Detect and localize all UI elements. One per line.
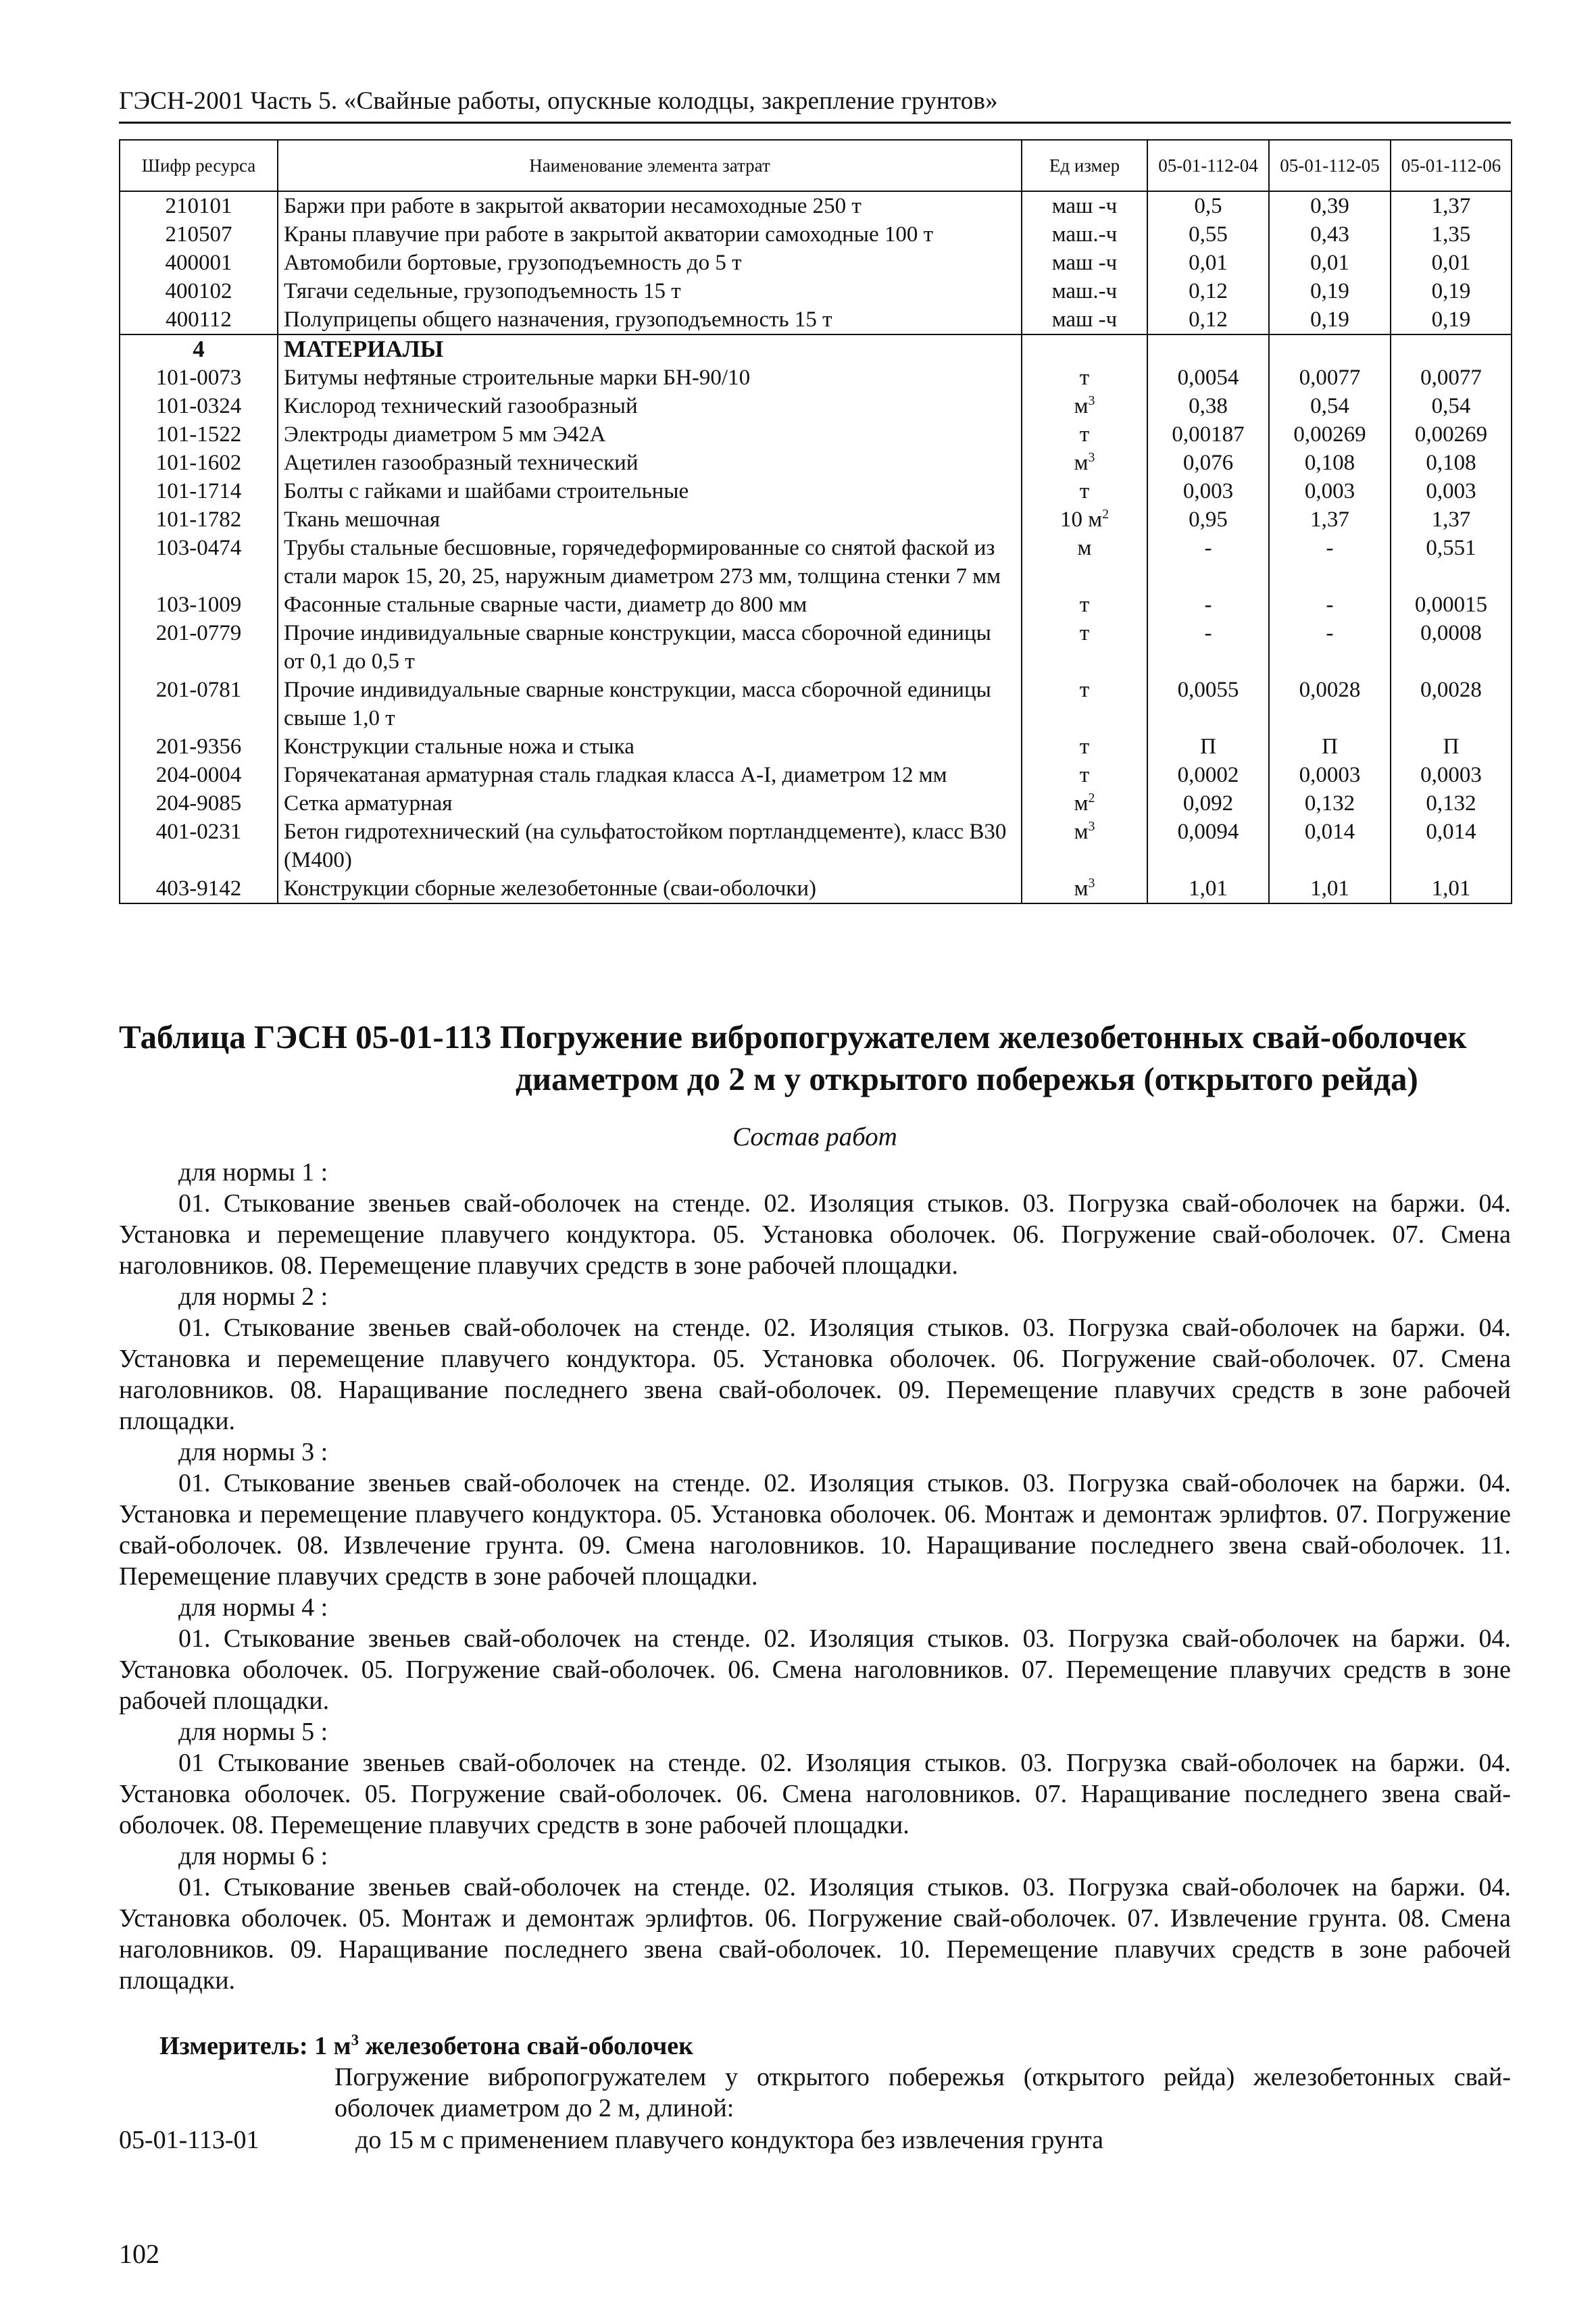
table-row <box>120 220 1512 249</box>
measure-value-sup: 3 <box>351 2031 359 2049</box>
measure-description: Погружение вибропогружателем у открытого побережья (открытого рейда) железобетонных свай-оболочек диаметром до 2 м, длиной: <box>334 2063 1511 2122</box>
resource-code: 103-0474 <box>120 534 278 591</box>
norm-1-value: 0,0002 <box>1147 761 1269 789</box>
norm-2-value: 0,19 <box>1269 305 1391 334</box>
unit-text: м <box>1074 876 1089 901</box>
unit-exponent: 3 <box>1088 819 1095 834</box>
norm-code: 05-01-113-01 <box>119 2126 259 2154</box>
resource-unit: маш -ч <box>1022 191 1147 220</box>
norm-2-value: 0,54 <box>1269 392 1391 420</box>
resource-code: 204-0004 <box>120 761 278 789</box>
resource-name: Прочие индивидуальные сварные конструкции, масса сборочной единицы от 0,1 до 0,5 т <box>278 619 1022 676</box>
resource-code: 201-9356 <box>120 732 278 761</box>
resource-name: Конструкции сборные железобетонные (сваи-оболочки) <box>278 874 1022 903</box>
norm-1-value: - <box>1147 534 1269 591</box>
unit-exponent: 2 <box>1088 791 1095 805</box>
norm-1-value: 0,38 <box>1147 392 1269 420</box>
table-header-row <box>120 140 1512 191</box>
unit-text: т <box>1079 479 1090 503</box>
resource-unit: маш.-ч <box>1022 277 1147 305</box>
table-row <box>120 277 1512 305</box>
materials-rows <box>120 364 1512 903</box>
table-row <box>120 732 1512 761</box>
resource-name: Ткань мешочная <box>278 505 1022 534</box>
resource-unit <box>1022 591 1147 619</box>
norm-3-value: 0,00269 <box>1391 420 1512 449</box>
norm-2-value: 0,0003 <box>1269 761 1391 789</box>
table-title-line-1: Таблица ГЭСН 05-01-113 Погружение вибропогружателем железобетонных свай-оболочек <box>119 1018 1467 1055</box>
work-description: 01. Стыкование звеньев свай-оболочек на стенде. 02. Изоляция стыков. 03. Погрузка свай-оболочек на баржи. 04. Установка и перемещение плавучего кондуктора. 05. Установка оболочек. 06. Монтаж и демонтаж эрлифтов. 07. Погружение свай-оболочек. 08. Извлечение грунта. 09. Смена наголовников. 10. Наращивание последнего звена свай-оболочек. 11. Перемещение плавучих средств в зоне рабочей площадки. <box>119 1469 1511 1591</box>
resource-name: Битумы нефтяные строительные марки БН-90/10 <box>278 364 1022 392</box>
unit-exponent: 3 <box>1088 876 1095 891</box>
norm-2-value: 1,01 <box>1269 874 1391 903</box>
table-row <box>120 249 1512 277</box>
work-norm-label: для нормы 3 : <box>178 1438 328 1466</box>
work-norm-label: для нормы 1 : <box>178 1158 328 1187</box>
table-row <box>120 591 1512 619</box>
norm-1-value: 0,0094 <box>1147 818 1269 874</box>
col-header-norm-3: 05-01-112-06 <box>1391 140 1512 191</box>
table-row <box>120 420 1512 449</box>
resource-code: 403-9142 <box>120 874 278 903</box>
norm-3-value: 1,37 <box>1391 505 1512 534</box>
resource-code: 103-1009 <box>120 591 278 619</box>
table-row <box>120 449 1512 477</box>
empty-cell <box>1147 334 1269 364</box>
resource-name: Полуприцепы общего назначения, грузоподъемность 15 т <box>278 305 1022 334</box>
resource-name: Конструкции стальные ножа и стыка <box>278 732 1022 761</box>
unit-text: м <box>1077 536 1092 560</box>
norm-2-value: - <box>1269 591 1391 619</box>
page-number: 102 <box>119 2239 159 2269</box>
norm-3-value: П <box>1391 732 1512 761</box>
work-norm-label: для нормы 2 : <box>178 1283 328 1311</box>
table-row <box>120 392 1512 420</box>
measure-line <box>119 2031 1511 2062</box>
work-description: 01. Стыкование звеньев свай-оболочек на стенде. 02. Изоляция стыков. 03. Погрузка свай-оболочек на баржи. 04. Установка и перемещение плавучего кондуктора. 05. Установка оболочек. 06. Погружение свай-оболочек. 07. Смена наголовников. 08. Перемещение плавучих средств в зоне рабочей площадки. <box>119 1189 1511 1280</box>
resource-name: Баржи при работе в закрытой акватории несамоходные 250 т <box>278 191 1022 220</box>
resource-name: Ацетилен газообразный технический <box>278 449 1022 477</box>
norm-2-value: - <box>1269 619 1391 676</box>
norm-3-value: 0,0003 <box>1391 761 1512 789</box>
norm-3-value: 1,35 <box>1391 220 1512 249</box>
resource-unit <box>1022 364 1147 392</box>
resource-code: 201-0779 <box>120 619 278 676</box>
resource-unit: маш -ч <box>1022 305 1147 334</box>
norm-1-value: 0,0055 <box>1147 676 1269 732</box>
norm-1-value: 0,95 <box>1147 505 1269 534</box>
works-list <box>119 1157 1511 1996</box>
norm-1-value: 0,00187 <box>1147 420 1269 449</box>
table-row <box>120 874 1512 903</box>
resource-code: 400001 <box>120 249 278 277</box>
resource-name: Прочие индивидуальные сварные конструкции, масса сборочной единицы свыше 1,0 т <box>278 676 1022 732</box>
resource-unit: маш -ч <box>1022 249 1147 277</box>
resource-unit <box>1022 676 1147 732</box>
norm-1-value: 0,12 <box>1147 277 1269 305</box>
norm-3-value: 0,19 <box>1391 277 1512 305</box>
resource-unit <box>1022 505 1147 534</box>
table-row <box>120 477 1512 505</box>
unit-text: т <box>1079 735 1090 759</box>
col-header-norm-2: 05-01-112-05 <box>1269 140 1391 191</box>
section-label: МАТЕРИАЛЫ <box>278 334 1022 364</box>
table-row <box>120 191 1512 220</box>
table-title-line-2: диаметром до 2 м у открытого побережья (открытого рейда) <box>516 1060 1418 1097</box>
table-row <box>120 761 1512 789</box>
unit-text: т <box>1079 593 1090 617</box>
resource-name: Кислород технический газообразный <box>278 392 1022 420</box>
norm-1-value: - <box>1147 619 1269 676</box>
resource-code: 101-1714 <box>120 477 278 505</box>
table-row <box>120 818 1512 874</box>
work-description: 01. Стыкование звеньев свай-оболочек на стенде. 02. Изоляция стыков. 03. Погрузка свай-оболочек на баржи. 04. Установка оболочек. 05. Погружение свай-оболочек. 06. Смена наголовников. 07. Перемещение плавучих средств в зоне рабочей площадки. <box>119 1624 1511 1715</box>
works-heading: Состав работ <box>732 1122 897 1151</box>
norm-3-value: 1,37 <box>1391 191 1512 220</box>
norm-1-value: 1,01 <box>1147 874 1269 903</box>
norm-3-value: 0,003 <box>1391 477 1512 505</box>
section-code: 4 <box>120 334 278 364</box>
col-header-code: Шифр ресурса <box>120 140 278 191</box>
resource-table <box>119 139 1512 904</box>
resource-name: Автомобили бортовые, грузоподъемность до 5 т <box>278 249 1022 277</box>
resource-unit <box>1022 874 1147 903</box>
resource-code: 400112 <box>120 305 278 334</box>
norm-1-value: 0,092 <box>1147 789 1269 818</box>
norm-3-value: 1,01 <box>1391 874 1512 903</box>
unit-exponent: 3 <box>1088 393 1095 408</box>
resource-unit <box>1022 449 1147 477</box>
unit-text: т <box>1079 422 1090 447</box>
norm-3-value: 0,0077 <box>1391 364 1512 392</box>
resource-code: 101-0073 <box>120 364 278 392</box>
norm-3-value: 0,132 <box>1391 789 1512 818</box>
norm-1-value: П <box>1147 732 1269 761</box>
resource-unit <box>1022 477 1147 505</box>
norm-text: до 15 м с применением плавучего кондуктора без извлечения грунта <box>355 2126 1104 2154</box>
measure-value <box>314 2032 693 2060</box>
work-norm-label: для нормы 5 : <box>178 1718 328 1746</box>
resource-unit <box>1022 789 1147 818</box>
work-description: 01 Стыкование звеньев свай-оболочек на стенде. 02. Изоляция стыков. 03. Погрузка свай-оболочек на баржи. 04. Установка оболочек. 05. Погружение свай-оболочек. 06. Смена наголовников. 07. Наращивание последнего звена свай-оболочек. 08. Перемещение плавучих средств в зоне рабочей площадки. <box>119 1749 1511 1839</box>
resource-name: Краны плавучие при работе в закрытой акватории самоходные 100 т <box>278 220 1022 249</box>
resource-unit <box>1022 392 1147 420</box>
unit-text: т <box>1079 678 1090 702</box>
norm-1-value: - <box>1147 591 1269 619</box>
resource-name: Тягачи седельные, грузоподъемность 15 т <box>278 277 1022 305</box>
resource-name: Бетон гидротехнический (на сульфатостойком портландцементе), класс В30 (М400) <box>278 818 1022 874</box>
norm-1-value: 0,003 <box>1147 477 1269 505</box>
empty-cell <box>1022 334 1147 364</box>
resource-name: Сетка арматурная <box>278 789 1022 818</box>
norm-1-value: 0,5 <box>1147 191 1269 220</box>
norm-3-value: 0,0028 <box>1391 676 1512 732</box>
unit-text: м <box>1074 394 1089 418</box>
norm-2-value: 0,43 <box>1269 220 1391 249</box>
norm-3-value: 0,01 <box>1391 249 1512 277</box>
materials-section <box>120 334 1512 364</box>
norm-2-value: - <box>1269 534 1391 591</box>
norm-3-value: 0,19 <box>1391 305 1512 334</box>
table-row <box>120 505 1512 534</box>
resource-name: Горячекатаная арматурная сталь гладкая класса А-I, диаметром 12 мм <box>278 761 1022 789</box>
resource-unit <box>1022 761 1147 789</box>
header-rule <box>119 122 1511 124</box>
table-row <box>120 305 1512 334</box>
measure-value-suffix: железобетона свай-оболочек <box>358 2032 694 2060</box>
unit-text: т <box>1079 763 1090 787</box>
resource-code: 101-1602 <box>120 449 278 477</box>
empty-cell <box>1391 334 1512 364</box>
unit-text: т <box>1079 621 1090 645</box>
norm-2-value: 0,39 <box>1269 191 1391 220</box>
unit-text: т <box>1079 366 1090 390</box>
norm-row <box>119 2124 1511 2156</box>
running-header: ГЭСН-2001 Часть 5. «Свайные работы, опускные колодцы, закрепление грунтов» <box>119 87 998 115</box>
norm-2-value: 0,014 <box>1269 818 1391 874</box>
table-row <box>120 534 1512 591</box>
unit-text: м <box>1074 820 1089 844</box>
col-header-unit: Ед измер <box>1022 140 1147 191</box>
resource-unit <box>1022 619 1147 676</box>
resource-unit <box>1022 420 1147 449</box>
resource-name: Фасонные стальные сварные части, диаметр до 800 мм <box>278 591 1022 619</box>
norm-3-value: 0,014 <box>1391 818 1512 874</box>
norm-2-value: П <box>1269 732 1391 761</box>
table-row <box>120 364 1512 392</box>
empty-cell <box>1269 334 1391 364</box>
machines-rows <box>120 191 1512 334</box>
norm-2-value: 0,19 <box>1269 277 1391 305</box>
resource-code: 204-9085 <box>120 789 278 818</box>
norm-3-value: 0,54 <box>1391 392 1512 420</box>
col-header-name: Наименование элемента затрат <box>278 140 1022 191</box>
resource-unit <box>1022 818 1147 874</box>
unit-text: 10 м <box>1059 507 1103 532</box>
resource-unit: маш.-ч <box>1022 220 1147 249</box>
resource-name: Электроды диаметром 5 мм Э42А <box>278 420 1022 449</box>
col-header-norm-1: 05-01-112-04 <box>1147 140 1269 191</box>
table-row <box>120 619 1512 676</box>
resource-code: 101-0324 <box>120 392 278 420</box>
resource-unit <box>1022 732 1147 761</box>
norm-1-value: 0,01 <box>1147 249 1269 277</box>
materials-section-row <box>120 334 1512 364</box>
resource-code: 101-1522 <box>120 420 278 449</box>
resource-code: 210507 <box>120 220 278 249</box>
unit-text: м <box>1074 451 1089 475</box>
norm-3-value: 0,551 <box>1391 534 1512 591</box>
resource-code: 201-0781 <box>120 676 278 732</box>
norm-2-value: 0,108 <box>1269 449 1391 477</box>
resource-code: 401-0231 <box>120 818 278 874</box>
work-norm-label: для нормы 6 : <box>178 1842 328 1870</box>
unit-exponent: 2 <box>1102 507 1109 522</box>
norm-1-value: 0,076 <box>1147 449 1269 477</box>
norm-2-value: 0,00269 <box>1269 420 1391 449</box>
norm-1-value: 0,0054 <box>1147 364 1269 392</box>
norm-2-value: 0,132 <box>1269 789 1391 818</box>
resource-code: 400102 <box>120 277 278 305</box>
norm-3-value: 0,0008 <box>1391 619 1512 676</box>
unit-exponent: 3 <box>1088 450 1095 465</box>
resource-name: Болты с гайками и шайбами строительные <box>278 477 1022 505</box>
resource-unit <box>1022 534 1147 591</box>
resource-code: 101-1782 <box>120 505 278 534</box>
resource-name: Трубы стальные бесшовные, горячедеформированные со снятой фаской из стали марок 15, 20, 25, наружным диаметром 273 мм, толщина стенки 7 мм <box>278 534 1022 591</box>
norm-1-value: 0,55 <box>1147 220 1269 249</box>
norm-2-value: 0,0077 <box>1269 364 1391 392</box>
measure-value-prefix: 1 м <box>314 2032 351 2060</box>
norm-2-value: 0,003 <box>1269 477 1391 505</box>
resource-code: 210101 <box>120 191 278 220</box>
table-row <box>120 676 1512 732</box>
table-title <box>119 1016 1511 1100</box>
norm-2-value: 0,0028 <box>1269 676 1391 732</box>
table-row <box>120 789 1512 818</box>
unit-text: м <box>1074 791 1089 816</box>
norm-3-value: 0,108 <box>1391 449 1512 477</box>
work-norm-label: для нормы 4 : <box>178 1593 328 1622</box>
work-description: 01. Стыкование звеньев свай-оболочек на стенде. 02. Изоляция стыков. 03. Погрузка свай-оболочек на баржи. 04. Установка оболочек. 05. Монтаж и демонтаж эрлифтов. 06. Погружение свай-оболочек. 07. Извлечение грунта. 08. Смена наголовников. 09. Наращивание последнего звена свай-оболочек. 10. Перемещение плавучих средств в зоне рабочей площадки. <box>119 1873 1511 1995</box>
norm-3-value: 0,00015 <box>1391 591 1512 619</box>
measure-label: Измеритель: <box>159 2032 308 2060</box>
norm-1-value: 0,12 <box>1147 305 1269 334</box>
norm-2-value: 0,01 <box>1269 249 1391 277</box>
norm-2-value: 1,37 <box>1269 505 1391 534</box>
work-description: 01. Стыкование звеньев свай-оболочек на стенде. 02. Изоляция стыков. 03. Погрузка свай-оболочек на баржи. 04. Установка и перемещение плавучего кондуктора. 05. Установка оболочек. 06. Погружение свай-оболочек. 07. Смена наголовников. 08. Наращивание последнего звена свай-оболочек. 09. Перемещение плавучих средств в зоне рабочей площадки. <box>119 1314 1511 1435</box>
